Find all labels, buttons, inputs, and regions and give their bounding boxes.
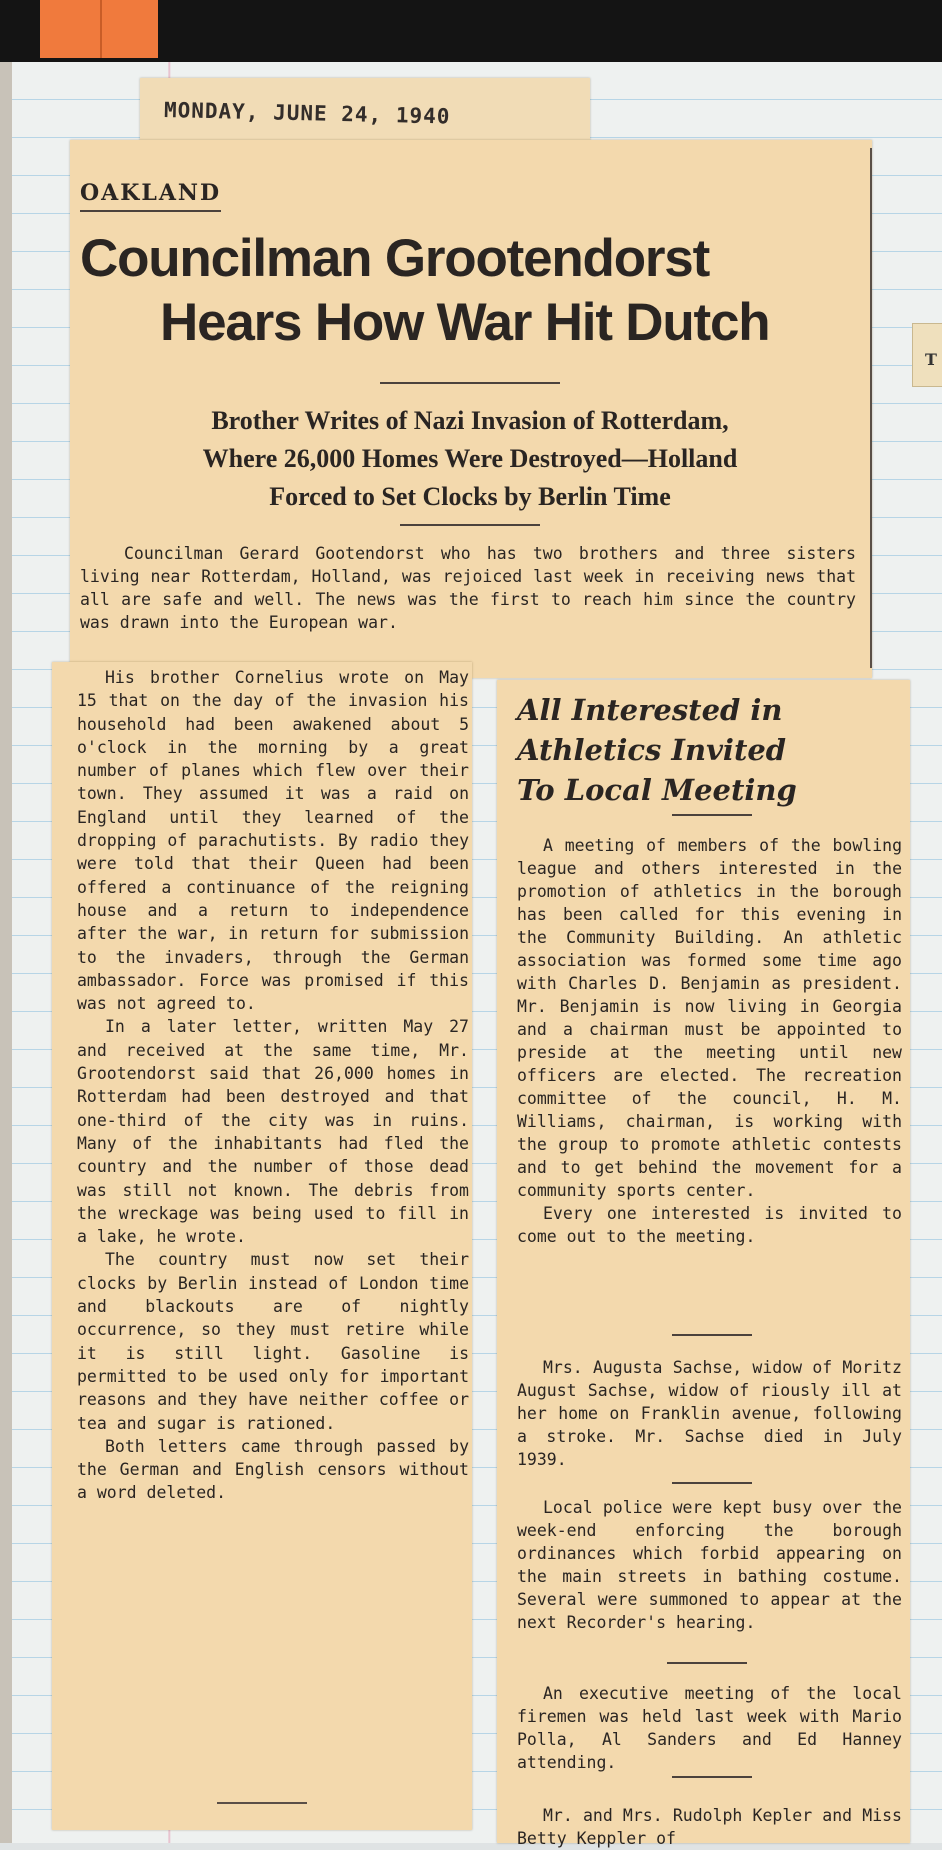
deck-line-3: Forced to Set Clocks by Berlin Time — [269, 482, 671, 511]
date-clipping — [140, 78, 590, 148]
athletics-paragraph-2: Every one interested is invited to come out to the meeting. — [517, 1204, 902, 1246]
side-clipping-letter: T — [925, 350, 937, 369]
item-divider-4 — [672, 1776, 752, 1778]
firemen-item: An executive meeting of the local firemen was held last week with Mario Polla, Al Sanders and Ed Hanney attending. — [517, 1684, 902, 1772]
athletics-headline-rule — [672, 814, 752, 816]
body-paragraph-2: In a later letter, written May 27 and received at the same time, Mr. Grootendorst said that 26,000 homes in Rotterdam had been destroyed and that one-third of the city was in ruins. Many of the inhabitants had fled the country and the number of those dead was still not known. The debris from the wreckage was being used to fill in a lake, he wrote. — [77, 1017, 469, 1247]
headline-rule — [380, 382, 560, 384]
body-paragraph-1: His brother Cornelius wrote on May 15 that on the day of the invasion his household had been awakened about 5 o'clock in the morning by a great number of planes which flew over their town. They assumed it was a raid on England until they learned of the dropping of parachutists. By radio they were told that their Queen had been offered a continuance of the reigning house and a return to independence after the war, in return for submission to the invaders, through the German ambassador. Force was promised if this was not agreed to. — [77, 668, 469, 1014]
athletics-article — [517, 834, 902, 1248]
deck-rule — [400, 524, 540, 526]
deck-line-2: Where 26,000 Homes Were Destroyed—Holland — [202, 444, 738, 473]
left-column-clipping — [52, 662, 472, 1830]
item-divider-3 — [667, 1662, 747, 1664]
athletics-headline-line-1: All Interested in — [517, 693, 783, 727]
page-binding-edge — [0, 62, 12, 1843]
police-item: Local police were kept busy over the week-end enforcing the borough ordinances which forbid appearing on the main streets in bathing costume. Several were summoned to appear at the next Recorder's hearing. — [517, 1498, 902, 1632]
main-article-clipping — [70, 140, 872, 678]
athletics-headline-line-3: To Local Meeting — [517, 773, 797, 807]
athletics-paragraph-1: A meeting of members of the bowling league and others interested in the promotion of athletics in the borough has been called for this evening in the Community Building. An athletic association was formed some time ago with Charles D. Benjamin as president. Mr. Benjamin is now living in Georgia and a chairman must be appointed to preside at the meeting until new officers are elected. The recreation committee of the council, H. M. Williams, chairman, is working with the group to promote athletic contests and to get behind the movement for a community sports center. — [517, 836, 902, 1200]
body-paragraph-3: The country must now set their clocks by Berlin instead of London time and blackouts are of nightly occurrence, so they must retire while it is still light. Gasoline is permitted to be used only for important reasons and they have neither coffee or tea and sugar is rationed. — [77, 1250, 469, 1433]
orange-tab — [40, 0, 158, 58]
item-divider-1 — [672, 1334, 752, 1336]
headline-line-2: Hears How War Hit Dutch — [160, 293, 770, 352]
headline-line-1: Councilman Grootendorst — [80, 229, 710, 288]
article-end-rule — [217, 1802, 307, 1804]
item-divider-2 — [672, 1482, 752, 1484]
right-column-clipping — [497, 680, 910, 1848]
side-clipping-fragment — [912, 323, 942, 387]
left-column-body — [77, 666, 469, 1505]
kepler-item-partial: Mr. and Mrs. Rudolph Kepler and Miss Betty Keppler of — [517, 1806, 902, 1848]
sachse-item: Mrs. Augusta Sachse, widow of Moritz August Sachse, widow of riously ill at her home on Franklin avenue, following a stroke. Mr. Sachse died in July 1939. — [517, 1358, 902, 1469]
athletics-headline — [517, 690, 797, 810]
lead-paragraph: Councilman Gerard Gootendorst who has two brothers and three sisters living near Rotterdam, Holland, was rejoiced last week in receiving news that all are safe and well. The news was the first to reach him since the country was drawn into the European war. — [80, 544, 856, 632]
section-kicker: OAKLAND — [80, 180, 221, 212]
athletics-headline-line-2: Athletics Invited — [517, 733, 787, 767]
body-paragraph-4: Both letters came through passed by the German and English censors without a word deleted. — [77, 1436, 469, 1503]
deck-headline — [70, 402, 870, 516]
deck-line-1: Brother Writes of Nazi Invasion of Rotterdam, — [211, 406, 729, 435]
date-line: MONDAY, JUNE 24, 1940 — [163, 98, 451, 129]
